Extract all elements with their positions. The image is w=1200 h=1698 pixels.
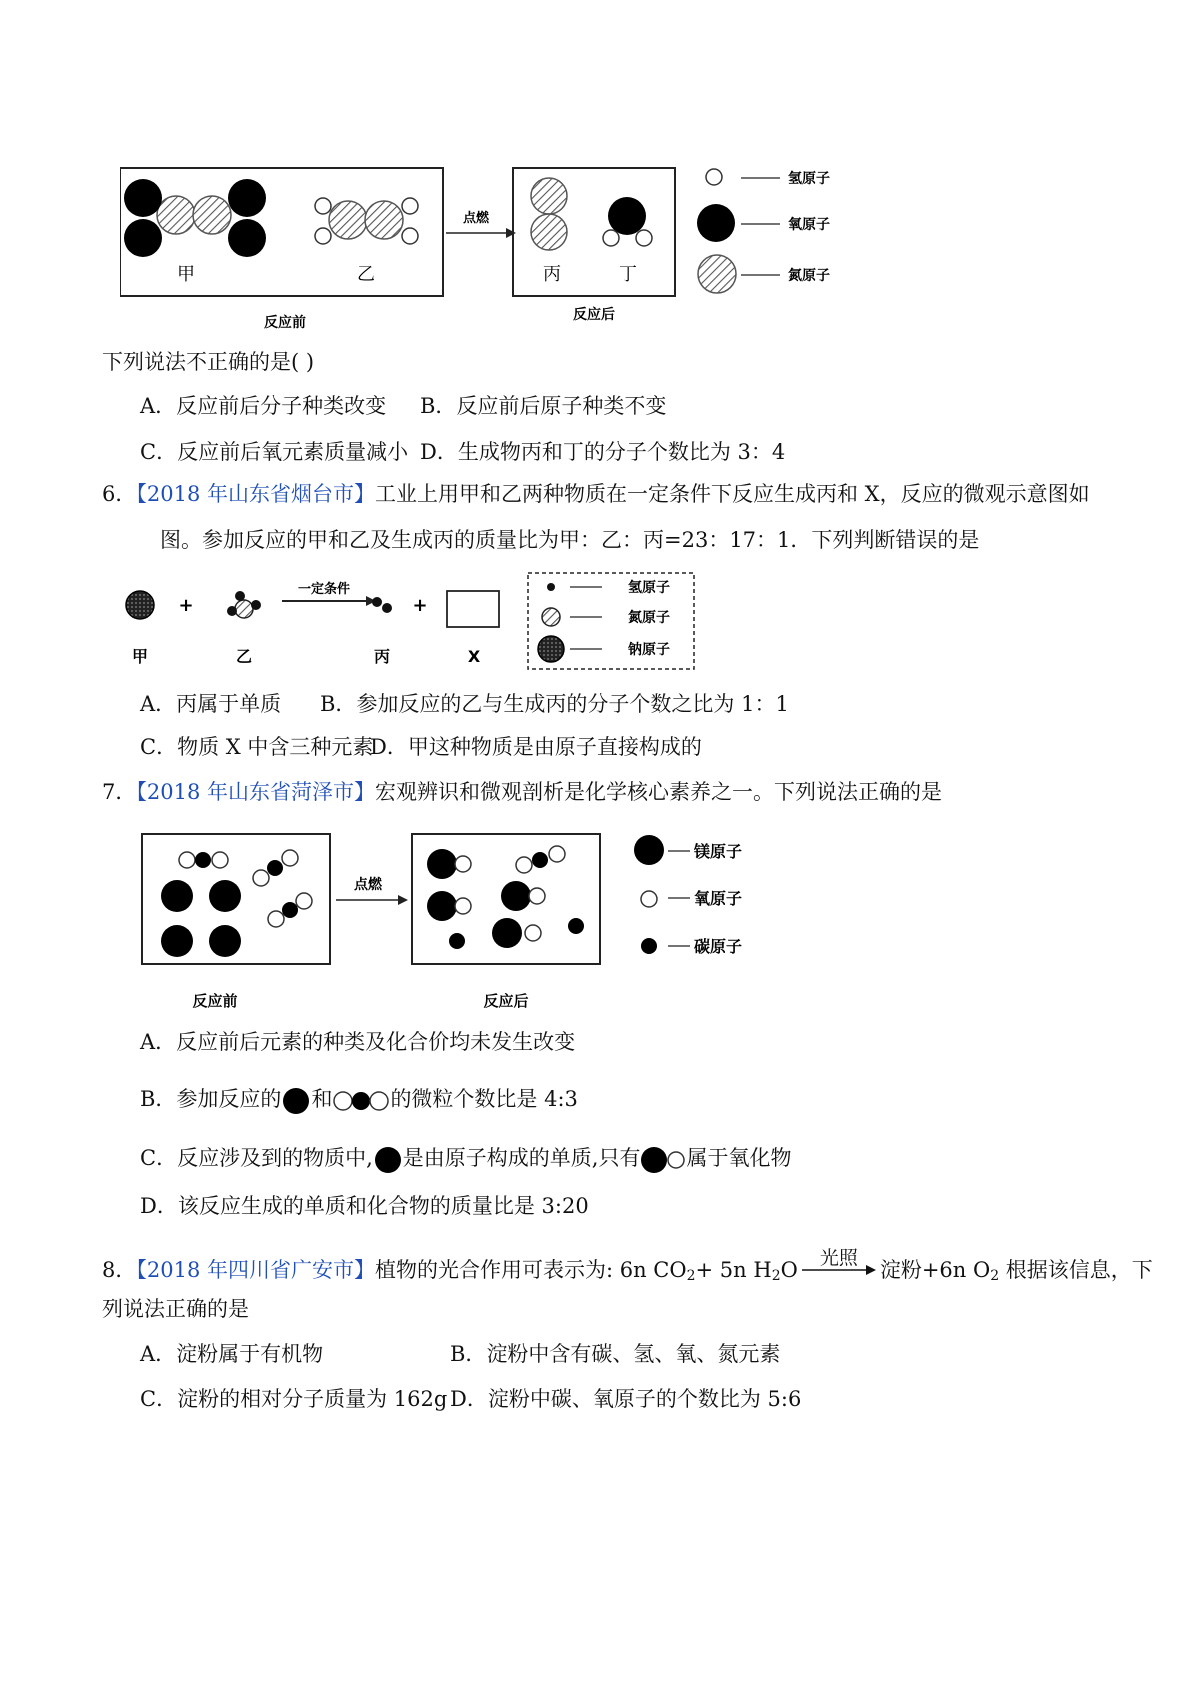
magnesium-atom-icon — [373, 1145, 403, 1175]
q8-option-c-text: 淀粉的相对分子质量为 162g — [177, 1387, 448, 1411]
q6-molecule-jia — [126, 591, 154, 619]
q7-option-c-pre: 反应涉及到的物质中, — [177, 1146, 373, 1170]
q5-option-b[interactable] — [420, 392, 666, 420]
q6-stem-line2: 图。参加反应的甲和乙及生成丙的质量比为甲：乙：丙=23：17：1．下列判断错误的是 — [160, 528, 980, 552]
q5-option-c-letter: C． — [140, 440, 178, 464]
q5-option-d-letter: D． — [420, 440, 458, 464]
q5-molecule-jia — [124, 179, 266, 257]
q7-caption-before: 反应前 — [192, 992, 238, 1010]
q5-legend-nitrogen: 氮原子 — [788, 268, 830, 284]
q6-legend-nitrogen: 氮原子 — [628, 610, 670, 626]
q5-caption-after: 反应后 — [573, 307, 615, 323]
q5-caption-before: 反应前 — [264, 315, 306, 331]
q8-number: 8． — [102, 1258, 137, 1282]
q7-option-a-letter: A． — [140, 1030, 177, 1054]
q8-option-b-text: 淀粉中含有碳、氢、氧、氮元素 — [486, 1342, 781, 1366]
q8-sub-o2: 2 — [990, 1268, 1000, 1284]
q7-option-d[interactable] — [140, 1192, 589, 1220]
q7-option-b-pre: 参加反应的 — [176, 1087, 282, 1111]
q6-label-jia: 甲 — [131, 647, 149, 666]
q7-reaction-arrow — [398, 895, 408, 905]
q7-stem — [102, 778, 942, 806]
q6-option-c[interactable] — [140, 733, 373, 761]
q6-option-a[interactable] — [140, 690, 281, 718]
q6-stem-text: 工业上用甲和乙两种物质在一定条件下反应生成丙和 X，反应的微观示意图如 — [375, 482, 1090, 506]
q8-plus-h2o: + 5n H — [695, 1258, 772, 1282]
q7-legend-oxygen: 氧原子 — [694, 889, 743, 908]
q7-option-d-letter: D． — [140, 1194, 178, 1218]
q6-legend — [538, 579, 670, 662]
q8-sub-h2o: 2 — [771, 1268, 781, 1284]
q5-legend-hydrogen: 氢原子 — [788, 171, 830, 187]
q5-legend-oxygen: 氧原子 — [788, 217, 830, 233]
q7-option-d-text: 该反应生成的单质和化合物的质量比是 3:20 — [177, 1194, 589, 1218]
q7-before-particles — [161, 850, 312, 957]
q5-molecule-ding — [603, 197, 652, 246]
q5-label-jia: 甲 — [177, 264, 195, 285]
q7-legend-carbon: 碳原子 — [694, 937, 743, 956]
q6-unknown-box — [447, 591, 499, 627]
q8-option-b-letter: B． — [450, 1342, 487, 1366]
q8-option-a-letter: A． — [140, 1342, 177, 1366]
q7-option-b-letter: B． — [140, 1087, 177, 1111]
q8-option-b[interactable] — [450, 1340, 780, 1368]
q8-option-c[interactable] — [140, 1385, 447, 1413]
q5-reaction-arrow — [506, 228, 516, 238]
q6-option-d-letter: D． — [370, 735, 408, 759]
q8-stem-post: 根据该信息，下 — [999, 1258, 1153, 1282]
q8-stem-pre: 植物的光合作用可表示为: 6n CO — [375, 1258, 687, 1282]
q6-arrow-label: 一定条件 — [297, 582, 351, 597]
q7-option-b-post: 的微粒个数比是 4:3 — [390, 1087, 578, 1111]
q7-option-c-mid: 是由原子构成的单质,只有 — [402, 1146, 641, 1170]
q6-legend-sodium: 钠原子 — [628, 642, 670, 658]
q8-stem-line1 — [102, 1246, 1153, 1287]
q6-reaction-diagram — [110, 565, 700, 675]
q5-arrow-label: 点燃 — [462, 211, 490, 226]
q6-option-d-text: 甲这种物质是由原子直接构成的 — [407, 735, 702, 759]
q8-option-d-letter: D． — [450, 1387, 488, 1411]
q8-option-c-letter: C． — [140, 1387, 178, 1411]
q5-molecule-yi — [315, 198, 418, 244]
q5-option-b-letter: B． — [420, 394, 457, 418]
q5-option-b-text: 反应前后原子种类不变 — [456, 394, 667, 418]
q8-reaction-arrow — [800, 1246, 878, 1287]
q8-stem-line2: 列说法正确的是 — [102, 1297, 249, 1321]
q6-legend-hydrogen: 氢原子 — [628, 580, 670, 596]
q8-product: 淀粉+6n O — [879, 1258, 991, 1282]
q5-stem: 下列说法不正确的是( ) — [102, 350, 315, 374]
q6-number: 6． — [102, 482, 137, 506]
q7-option-b-mid: 和 — [311, 1087, 333, 1111]
q7-legend — [634, 835, 742, 956]
q7-after-particles — [427, 846, 584, 949]
q7-option-a-text: 反应前后元素的种类及化合价均未发生改变 — [176, 1030, 576, 1054]
q6-molecule-bing — [372, 597, 392, 613]
q6-option-b[interactable] — [320, 690, 789, 718]
q7-option-a[interactable] — [140, 1028, 575, 1056]
q8-option-a-text: 淀粉属于有机物 — [176, 1342, 324, 1366]
q6-option-a-letter: A． — [140, 692, 177, 716]
q8-source: 【2018 年四川省广安市】 — [136, 1258, 375, 1282]
q5-option-a-text: 反应前后分子种类改变 — [176, 394, 387, 418]
q6-stem-line1 — [102, 480, 1090, 508]
q6-option-a-text: 丙属于单质 — [176, 692, 282, 716]
q5-reaction-diagram — [120, 160, 880, 350]
q6-option-c-text: 物质 X 中含三种元素 — [177, 735, 374, 759]
q7-option-c[interactable] — [140, 1143, 791, 1175]
q6-plus-1: + — [178, 595, 194, 616]
q7-reaction-diagram — [140, 830, 760, 1020]
q6-plus-2: + — [412, 595, 428, 616]
right-arrow-icon — [800, 1257, 878, 1287]
q6-molecule-yi — [227, 591, 261, 618]
q5-label-yi: 乙 — [357, 264, 375, 285]
q6-option-c-letter: C． — [140, 735, 178, 759]
q8-option-d-text: 淀粉中碳、氧原子的个数比为 5:6 — [487, 1387, 802, 1411]
q7-number: 7． — [102, 780, 137, 804]
q5-option-d[interactable] — [420, 438, 785, 466]
q5-option-d-text: 生成物丙和丁的分子个数比为 3：4 — [457, 440, 786, 464]
q7-arrow-label: 点燃 — [354, 877, 382, 893]
q8-arrow-label: 光照 — [819, 1246, 858, 1269]
q6-label-yi: 乙 — [235, 647, 253, 666]
q7-source: 【2018 年山东省菏泽市】 — [136, 780, 375, 804]
q7-option-c-letter: C． — [140, 1146, 178, 1170]
q8-o-char: O — [780, 1258, 798, 1282]
q6-option-b-text: 参加反应的乙与生成丙的分子个数之比为 1：1 — [356, 692, 789, 716]
q6-label-x: X — [467, 647, 481, 666]
q7-option-b[interactable] — [140, 1084, 578, 1116]
magnesium-atom-icon — [281, 1086, 311, 1116]
q5-legend — [697, 169, 830, 293]
q6-label-bing: 丙 — [373, 647, 391, 666]
q7-caption-after: 反应后 — [483, 992, 529, 1010]
carbon-dioxide-molecule-icon — [332, 1088, 390, 1114]
q5-label-bing: 丙 — [543, 264, 561, 285]
q5-molecule-bing — [531, 178, 567, 250]
q8-option-a[interactable] — [140, 1340, 323, 1368]
q5-option-a[interactable] — [140, 392, 386, 420]
q5-option-c-text: 反应前后氧元素质量减小 — [177, 440, 409, 464]
q8-option-d[interactable] — [450, 1385, 801, 1413]
q6-option-b-letter: B． — [320, 692, 357, 716]
q5-label-ding: 丁 — [619, 264, 637, 285]
q7-option-c-post: 属于氧化物 — [686, 1146, 792, 1170]
q5-option-a-letter: A． — [140, 394, 177, 418]
q6-source: 【2018 年山东省烟台市】 — [136, 482, 375, 506]
magnesium-oxide-molecule-icon — [640, 1145, 686, 1175]
q7-legend-magnesium: 镁原子 — [694, 842, 743, 861]
q6-option-d[interactable] — [370, 733, 702, 761]
q5-option-c[interactable] — [140, 438, 408, 466]
q7-stem-text: 宏观辨识和微观剖析是化学核心素养之一。下列说法正确的是 — [375, 780, 942, 804]
q8-sub-co2: 2 — [686, 1268, 696, 1284]
